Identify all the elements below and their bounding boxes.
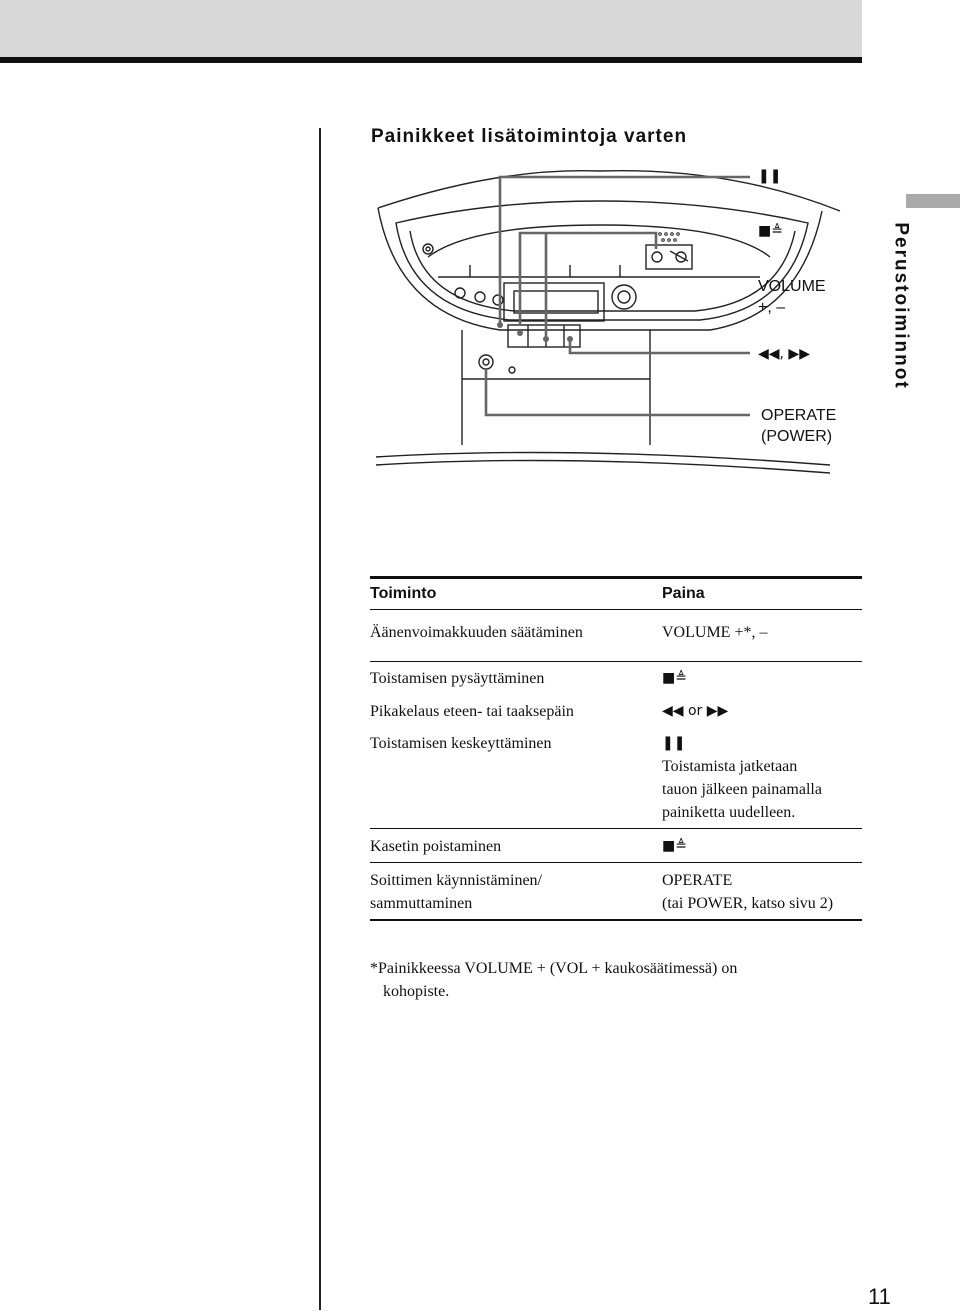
row-function: Pikakelaus eteen- tai taaksepäin <box>370 703 574 720</box>
callout-operate-line1: OPERATE <box>761 407 837 424</box>
row-press: ◀◀ or ▶▶ <box>662 703 729 719</box>
row-press: OPERATE <box>662 872 733 889</box>
callout-operate <box>761 405 836 447</box>
footnote-line2: kohopiste. <box>383 983 450 1000</box>
table-row <box>370 694 862 726</box>
function-table <box>370 576 862 921</box>
row-press: VOLUME +*, – <box>662 624 768 641</box>
side-tab-marker <box>906 194 960 208</box>
margin-rule <box>319 128 321 1310</box>
row-press-note: painiketta uudelleen. <box>662 804 796 821</box>
row-function: sammuttaminen <box>370 895 473 912</box>
row-function: Äänenvoimakkuuden säätäminen <box>370 624 583 641</box>
row-press: (tai POWER, katso sivu 2) <box>662 895 834 912</box>
table-row <box>370 726 862 829</box>
row-function: Toistamisen keskeyttäminen <box>370 735 552 752</box>
row-press-note: Toistamista jatketaan <box>662 758 798 775</box>
table-row <box>370 863 862 921</box>
table-header <box>370 576 862 610</box>
header-press: Paina <box>662 585 705 602</box>
footnote-line1: *Painikkeessa VOLUME + (VOL + kaukosäätimessä) on <box>370 960 738 977</box>
callout-stop-eject: ■≜ <box>758 223 783 239</box>
row-press: ❚❚ <box>662 735 686 751</box>
table-row <box>370 610 862 662</box>
side-tab-label: Perustoiminnot <box>891 221 912 390</box>
header-rule <box>0 57 862 63</box>
row-function: Kasetin poistaminen <box>370 838 502 855</box>
page-number: 11 <box>868 1284 891 1309</box>
footnote <box>370 957 737 1003</box>
header-function: Toiminto <box>370 585 437 602</box>
callout-rew-ff: ◀◀, ▶▶ <box>758 346 810 362</box>
callout-volume-line2: +, – <box>758 299 786 316</box>
row-function: Toistamisen pysäyttäminen <box>370 670 545 687</box>
header-bar <box>0 0 862 57</box>
section-title: Painikkeet lisätoimintoja varten <box>371 126 688 147</box>
callout-volume-line1: VOLUME <box>758 278 826 295</box>
callout-pause: ❚❚ <box>758 168 782 184</box>
callout-operate-line2: (POWER) <box>761 428 833 445</box>
table-row <box>370 829 862 863</box>
row-function: Soittimen käynnistäminen/ <box>370 872 542 889</box>
side-tab <box>876 218 926 393</box>
row-press: ■≜ <box>662 670 687 686</box>
table-row <box>370 662 862 694</box>
callout-volume <box>758 276 826 318</box>
row-press-note: tauon jälkeen painamalla <box>662 781 822 798</box>
row-press: ■≜ <box>662 838 687 854</box>
